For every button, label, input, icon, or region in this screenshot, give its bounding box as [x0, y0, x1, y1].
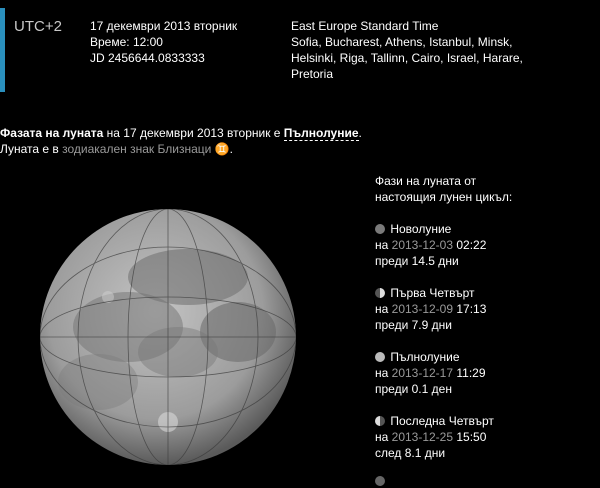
list-item: [375, 221, 486, 269]
gemini-icon: ♊: [214, 142, 230, 156]
phase-date-text: на 17 декември 2013 вторник е: [103, 126, 284, 140]
phase-item-date[interactable]: 2013-12-25: [391, 430, 454, 444]
zodiac-prefix: Луната е в: [0, 142, 63, 156]
time-text: Време: 12:00: [90, 35, 163, 49]
utc-offset-label: UTC+2: [14, 18, 62, 35]
timezone-cities-line: Sofia, Bucharest, Athens, Istanbul, Minsk,: [291, 35, 513, 49]
zodiac-sentence: [0, 141, 233, 157]
phase-item-time: 17:13: [453, 302, 487, 316]
phase-item-name: Пълнолуние: [390, 350, 460, 364]
full-moon-image: [38, 207, 298, 467]
zodiac-sign: Близнаци: [154, 142, 215, 156]
new-moon-icon: [375, 476, 385, 486]
phase-item-name: Новолуние: [390, 222, 452, 236]
phase-item-date[interactable]: 2013-12-03: [391, 238, 454, 252]
julian-date-text: JD 2456644.0833333: [90, 51, 205, 65]
phase-item-date[interactable]: 2013-12-17: [391, 366, 454, 380]
list-item: [375, 349, 486, 397]
timezone-accent-bar: [0, 8, 5, 92]
first-quarter-icon: [375, 288, 385, 298]
phase-item-time: 15:50: [453, 430, 487, 444]
full-moon-icon: [375, 352, 385, 362]
cycle-title-line: Фази на луната от: [375, 174, 477, 188]
new-moon-icon: [375, 224, 385, 234]
cycle-title-line: настоящия лунен цикъл:: [375, 190, 513, 204]
phase-item-on: на: [375, 430, 392, 444]
timezone-cities-line: Pretoria: [291, 67, 334, 81]
phase-item-relative: след 8.1 дни: [375, 446, 446, 460]
phase-item-on: на: [375, 238, 392, 252]
phase-period: .: [358, 126, 362, 140]
date-text: 17 декември 2013 вторник: [90, 19, 238, 33]
phase-item-time: 11:29: [453, 366, 486, 380]
phase-item-relative: преди 7.9 дни: [375, 318, 452, 332]
last-quarter-icon: [375, 416, 385, 426]
timezone-block: [291, 18, 591, 82]
phase-item-on: на: [375, 366, 392, 380]
date-block: [90, 18, 237, 66]
timezone-cities-line: Helsinki, Riga, Tallinn, Cairo, Israel, Harare,: [291, 51, 523, 65]
phase-name-link[interactable]: Пълнолуние: [283, 126, 359, 140]
phase-item-on: на: [375, 302, 392, 316]
list-item: [375, 413, 494, 461]
timezone-name: East Europe Standard Time: [291, 19, 439, 33]
phase-item-time: 02:22: [453, 238, 487, 252]
phase-heading: Фазата на луната: [0, 126, 104, 140]
zodiac-period: .: [229, 142, 233, 156]
phase-sentence: [0, 125, 362, 141]
list-item: [375, 285, 486, 333]
phase-item-relative: преди 0.1 ден: [375, 382, 452, 396]
cycle-title: [375, 173, 575, 205]
phase-item-date[interactable]: 2013-12-09: [391, 302, 454, 316]
phase-item-relative: преди 14.5 дни: [375, 254, 459, 268]
phase-item-name: Последна Четвърт: [390, 414, 494, 428]
next-item-peek: [375, 474, 387, 488]
phase-item-name: Първа Четвърт: [390, 286, 475, 300]
zodiac-link[interactable]: зодиакален знак: [62, 142, 155, 156]
